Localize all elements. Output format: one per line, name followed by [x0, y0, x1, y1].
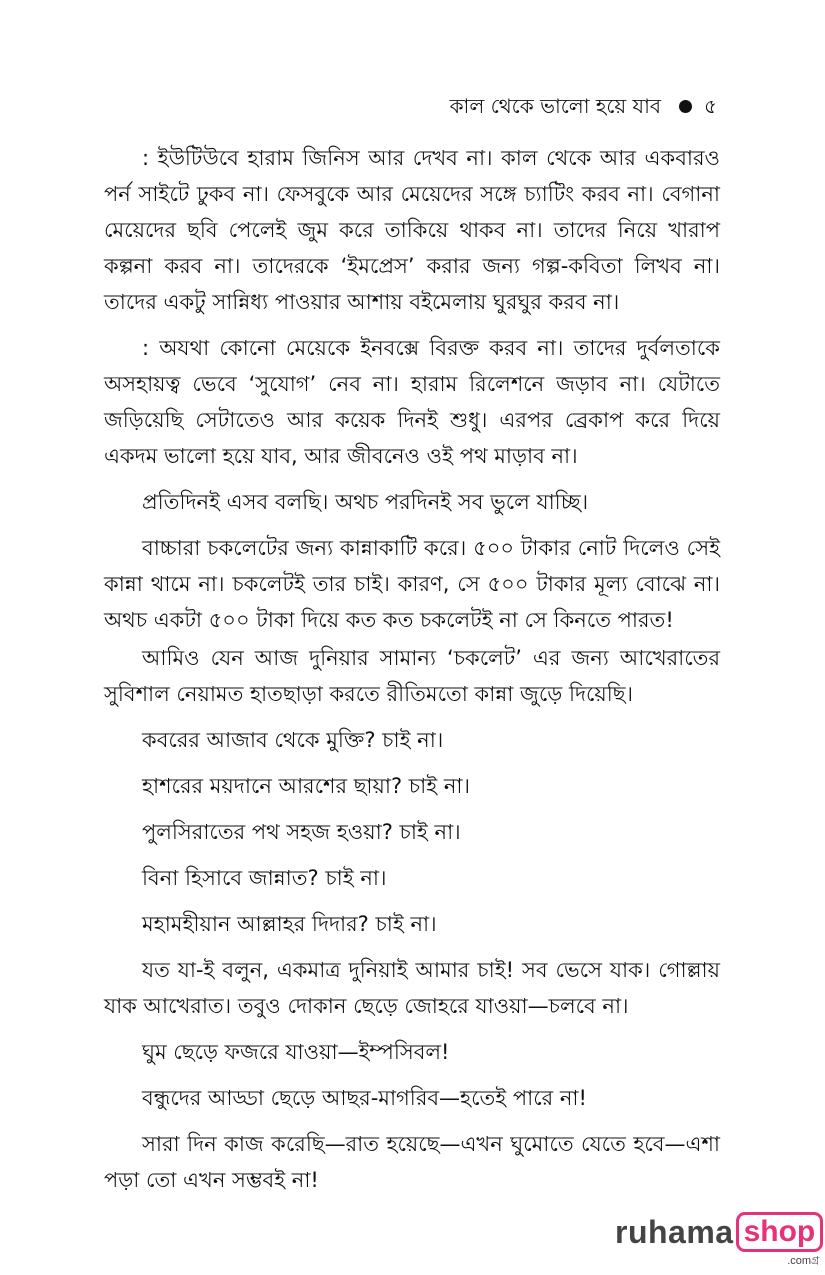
logo-text-ruhama: ruhama	[615, 1214, 734, 1250]
paragraph: মহামহীয়ান আল্লাহর দিদার? চাই না।	[142, 912, 437, 936]
logo-domain: .comগ্র	[787, 1255, 820, 1267]
paragraph: বন্ধুদের আড্ডা ছেড়ে আছর-মাগরিব—হতেই পারে না!	[142, 1086, 587, 1110]
paragraph: প্রতিদিনই এসব বলছি। অথচ পরদিনই সব ভুলে যাচ্ছি।	[142, 490, 589, 514]
bullet-dot-icon	[679, 100, 692, 113]
logo-shop-badge	[736, 1212, 824, 1267]
publisher-logo	[615, 1212, 823, 1267]
paragraph: হাশরের ময়দানে আরশের ছায়া? চাই না।	[142, 774, 470, 798]
logo-text-shop: shop	[736, 1212, 824, 1252]
body-text	[104, 140, 720, 1208]
paragraph: পুলসিরাতের পথ সহজ হওয়া? চাই না।	[142, 820, 461, 844]
header-title: কাল থেকে ভালো হয়ে যাব	[449, 94, 662, 118]
page-number: ৫	[704, 94, 717, 118]
paragraph: কবরের আজাব থেকে মুক্তি? চাই না।	[142, 728, 444, 752]
paragraph: ঘুম ছেড়ে ফজরে যাওয়া—ইম্পসিবল!	[142, 1040, 450, 1064]
paragraph: : অযথা কোনো মেয়েকে ইনবক্সে বিরক্ত করব না। তাদের দুর্বলতাকে অসহায়ত্ব ভেবে ‘সুযোগ’ নেব না। হারাম রিলেশনে জড়াব না। যেটাতে জড়িয়েছি সেটাতেও আর কয়েক দিনই শুধু। এরপর ব্রেকাপ করে দিয়ে একদম ভালো হয়ে যাব, আর জীবনেও ওই পথ মাড়াব না।	[104, 336, 720, 468]
running-header	[450, 92, 717, 120]
paragraph: সারা দিন কাজ করেছি—রাত হয়েছে—এখন ঘুমোতে যেতে হবে—এশা পড়া তো এখন সম্ভবই না!	[104, 1132, 720, 1192]
paragraph: : ইউটিউবে হারাম জিনিস আর দেখব না। কাল থেকে আর একবারও পর্ন সাইটে ঢুকব না। ফেসবুকে আর মেয়েদের সঙ্গে চ্যাটিং করব না। বেগানা মেয়েদের ছবি পেলেই জুম করে তাকিয়ে থাকব না। তাদের নিয়ে খারাপ কল্পনা করব না। তাদেরকে ‘ইমপ্রেস’ করার জন্য গল্প-কবিতা লিখব না। তাদের একটু সান্নিধ্য পাওয়ার আশায় বইমেলায় ঘুরঘুর করব না।	[104, 146, 720, 314]
paragraph: বাচ্চারা চকলেটের জন্য কান্নাকাটি করে। ৫০০ টাকার নোট দিলেও সেই কান্না থামে না। চকলেটই তার চাই। কারণ, সে ৫০০ টাকার মূল্য বোঝে না। অথচ একটা ৫০০ টাকা দিয়ে কত কত চকলেটই না সে কিনতে পারত!	[104, 536, 720, 632]
paragraph: যত যা-ই বলুন, একমাত্র দুনিয়াই আমার চাই! সব ভেসে যাক। গোল্লায় যাক আখেরাত। তবুও দোকান ছেড়ে জোহরে যাওয়া—চলবে না।	[104, 958, 720, 1018]
paragraph: আমিও যেন আজ দুনিয়ার সামান্য ‘চকলেট’ এর জন্য আখেরাতের সুবিশাল নেয়ামত হাতছাড়া করতে রীতিমতো কান্না জুড়ে দিয়েছি।	[104, 646, 720, 706]
paragraph: বিনা হিসাবে জান্নাত? চাই না।	[142, 866, 387, 890]
